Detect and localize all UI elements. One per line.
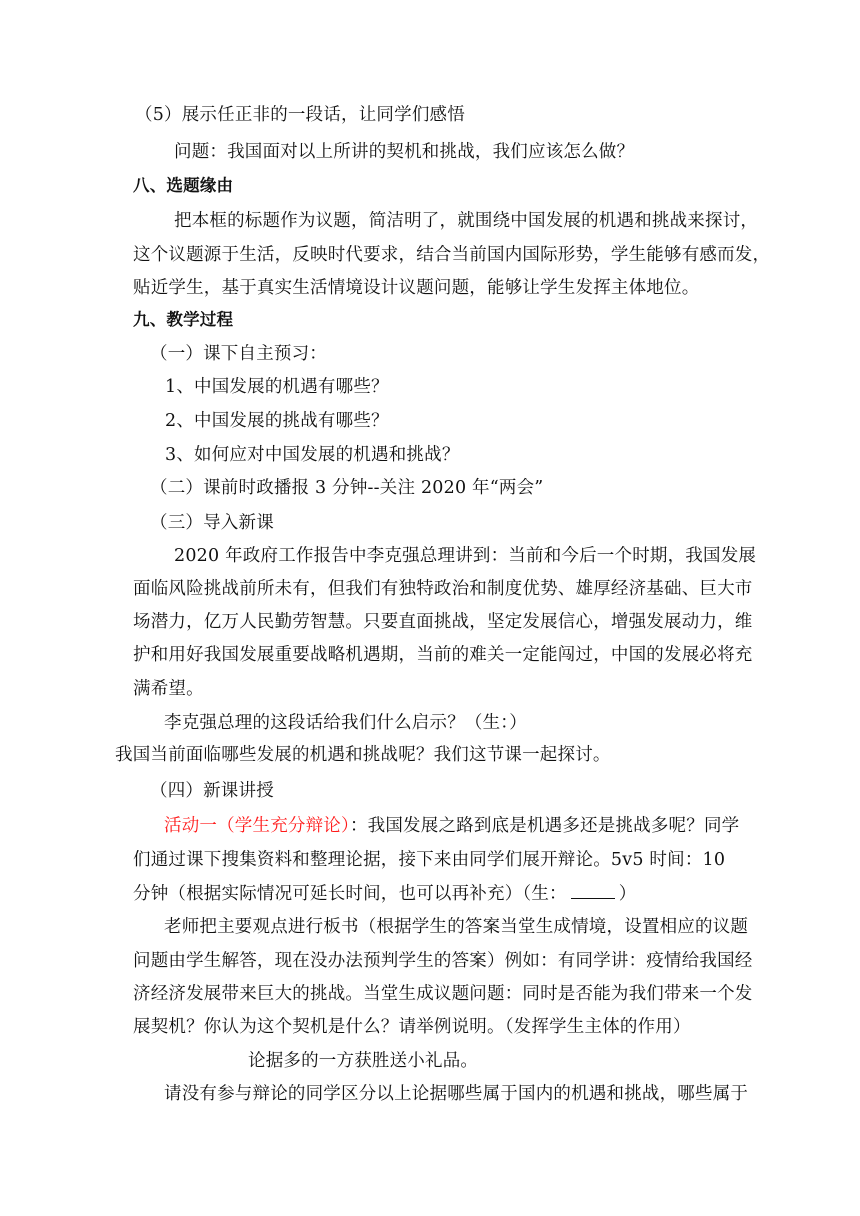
part-3-line-4: 护和用好我国发展重要战略机遇期，当前的难关一定能闯过，中国的发展必将充: [133, 645, 753, 665]
teacher-line-4: 展契机？你认为这个契机是什么？请举例说明。（发挥学生主体的作用）: [133, 1017, 691, 1037]
last-line: 请没有参与辩论的同学区分以上论据哪些属于国内的机遇和挑战，哪些属于: [164, 1084, 749, 1104]
activity-1-label: 活动一（学生充分辩论）: [164, 816, 350, 836]
part-3-line-1: 2020 年政府工作报告中李克强总理讲到：当前和今后一个时期，我国发展: [174, 546, 757, 566]
section-8-heading: 八、选题缘由: [133, 176, 234, 195]
part-3-heading: （三）导入新课: [150, 513, 274, 533]
section-5-title: （5）展示任正非的一段话，让同学们感悟: [135, 105, 465, 125]
activity-1-line-3-close: ）: [618, 884, 637, 904]
part-3-question: 李克强总理的这段话给我们什么启示？（生：）: [164, 713, 527, 733]
answer-blank: [571, 881, 615, 899]
part-3-line-5: 满希望。: [133, 679, 204, 699]
prize-line: 论据多的一方获胜送小礼品。: [248, 1051, 479, 1071]
activity-1-line-1-text: ：我国发展之路到底是机遇多还是挑战多呢？同学: [349, 816, 740, 836]
section-5-question: 问题：我国面对以上所讲的契机和挑战，我们应该怎么做？: [174, 142, 635, 162]
activity-1-line-3-text: 分钟（根据实际情况可延长时间，也可以再补充）（生：: [133, 884, 567, 904]
part-1-heading: （一）课下自主预习：: [150, 344, 327, 364]
section-8-line-2: 这个议题源于生活，反映时代要求，结合当前国内国际形势，学生能够有感而发，: [133, 245, 771, 265]
part-1-item-2: 2、中国发展的挑战有哪些？: [165, 411, 389, 431]
section-9-heading: 九、教学过程: [133, 310, 234, 329]
part-3-line-2: 面临风险挑战前所未有，但我们有独特政治和制度优势、雄厚经济基础、巨大市: [133, 579, 753, 599]
part-4-heading: （四）新课讲授: [150, 781, 274, 801]
activity-1-line-2: 们通过课下搜集资料和整理论据，接下来由同学们展开辩论。5v5 时间：10: [133, 850, 726, 870]
teacher-line-1: 老师把主要观点进行板书（根据学生的答案当堂生成情境，设置相应的议题: [164, 917, 749, 937]
section-8-line-1: 把本框的标题作为议题，简洁明了，就围绕中国发展的机遇和挑战来探讨，: [174, 211, 759, 231]
part-1-item-3: 3、如何应对中国发展的机遇和挑战？: [165, 445, 460, 465]
activity-1-line-3: [133, 881, 636, 906]
part-2-heading: （二）课前时政播报 3 分钟--关注 2020 年“两会”: [150, 478, 544, 498]
teacher-line-3: 济经济发展带来巨大的挑战。当堂生成议题问题：同时是否能为我们带来一个发: [133, 984, 753, 1004]
part-3-transition: 我国当前面临哪些发展的机遇和挑战呢？我们这节课一起探讨。: [115, 745, 611, 765]
part-3-line-3: 场潜力，亿万人民勤劳智慧。只要直面挑战，坚定发展信心，增强发展动力，维: [133, 612, 753, 632]
activity-1-line-1: [164, 814, 739, 838]
teacher-line-2: 问题由学生解答，现在没办法预判学生的答案）例如：有同学讲：疫情给我国经: [133, 951, 753, 971]
section-8-line-3: 贴近学生，基于真实生活情境设计议题问题，能够让学生发挥主体地位。: [133, 278, 700, 298]
part-1-item-1: 1、中国发展的机遇有哪些？: [165, 377, 389, 397]
